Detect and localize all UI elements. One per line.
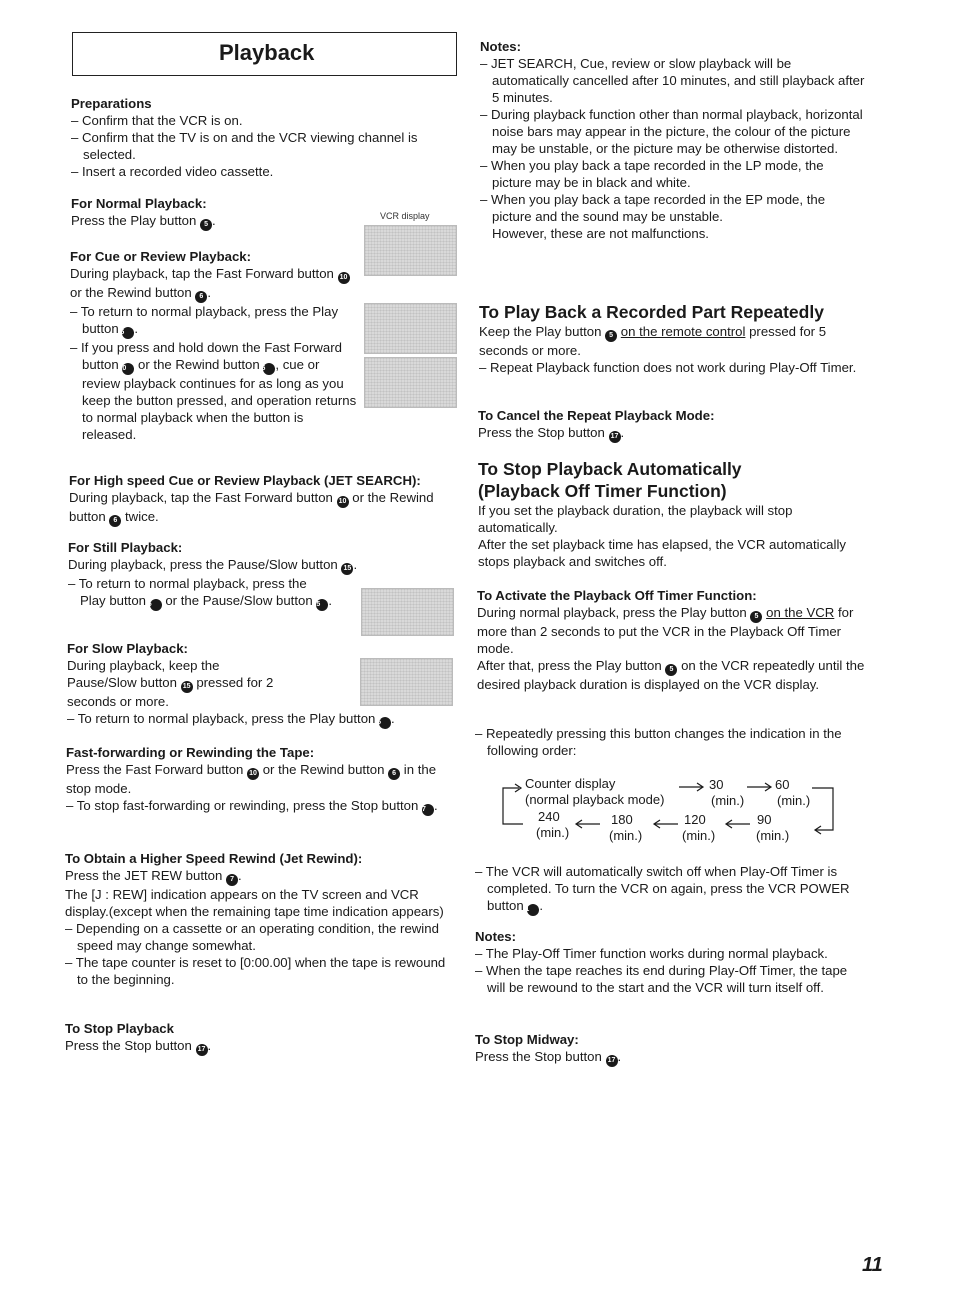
note2-item: – The Play-Off Timer function works during normal playback. — [475, 946, 828, 961]
rew-dash: – Depending on a cassette or an operating condition, the rewind speed may change somewhat. — [65, 921, 439, 953]
jet-text-span: During playback, tap the Fast Forward button — [69, 490, 333, 505]
stop-button-icon: 17 — [422, 804, 434, 816]
ff-dash-span: – To stop fast-forwarding or rewinding, press the Stop button — [66, 798, 419, 813]
play-button-icon: 5 — [122, 327, 134, 339]
cancel-text-span: Press the Stop button — [478, 425, 605, 440]
activate-section — [477, 587, 865, 693]
cycle-unit: (min.) — [609, 828, 643, 843]
normal-text: Press the Play button 5 . — [71, 212, 361, 231]
auto-heading: To Stop Playback Automatically — [478, 459, 742, 479]
timer-cycle-diagram — [475, 772, 865, 848]
rew-button-icon: 6 — [195, 291, 207, 303]
jet-text — [69, 489, 454, 527]
jet-heading: For High speed Cue or Review Playback (JET SEARCH): — [69, 473, 421, 488]
cycle-unit: (min.) — [682, 828, 716, 843]
title-box — [72, 32, 457, 76]
preparations-section — [71, 95, 452, 180]
stop-heading: To Stop Playback — [65, 1021, 174, 1036]
ff-text-span: in the stop mode. — [66, 762, 437, 796]
cycle-60: 60 — [775, 777, 790, 792]
cycle-unit: (min.) — [536, 825, 570, 840]
repeat-section — [479, 301, 865, 376]
cue-section — [70, 248, 360, 443]
ff-button-icon: 10 — [247, 768, 259, 780]
jet-text-span: or the Rewind button — [69, 490, 434, 524]
ff-button-icon: 10 — [337, 496, 349, 508]
midway-text-span: Press the Stop button — [475, 1049, 602, 1064]
auto-text: After the set playback time has elapsed, the VCR automatically stops playback and switches off. — [478, 537, 846, 569]
repeat-text — [479, 323, 865, 359]
slow-dash-span: – To return to normal playback, press the Play button — [67, 711, 376, 726]
stop-button-icon: 17 — [196, 1044, 208, 1056]
note-item: – During playback function other than normal playback, horizontal noise bars may appear in the picture, the colour of the picture may be unstable, or the picture may be otherwise distorted. — [480, 107, 863, 156]
normal-section — [71, 195, 361, 231]
stop-text: Press the Stop button 17 . — [65, 1037, 452, 1056]
note2-item: – When the tape reaches its end during Play-Off Timer, the tape will be rewound to the start and the VCR will turn itself off. — [475, 963, 848, 995]
slow-dash: – To return to normal playback, press the Play button 5 . — [67, 710, 452, 729]
activate-text — [477, 604, 865, 657]
ff-section — [66, 744, 452, 816]
jet-rew-section — [65, 850, 452, 988]
cue-dash — [70, 339, 360, 443]
jet-rew-button-icon: 7 — [226, 874, 238, 886]
midway-section — [475, 1031, 865, 1067]
tv-screen-image — [360, 658, 453, 706]
ff-dash: – To stop fast-forwarding or rewinding, press the Stop button 17 . — [66, 797, 452, 816]
still-dash-span: or the Pause/Slow button — [165, 593, 313, 608]
rew-button-icon: 6 — [109, 515, 121, 527]
normal-heading: For Normal Playback: — [71, 196, 207, 211]
note-item: – When you play back a tape recorded in the LP mode, the picture may be in black and white. — [480, 158, 824, 190]
cue-dash-span: – If you press and hold down the Fast Forward button — [70, 340, 342, 372]
cancel-section — [478, 407, 865, 443]
cycle-unit: (min.) — [777, 793, 811, 808]
prep-item: – Confirm that the TV is on and the VCR viewing channel is selected. — [71, 130, 418, 162]
play-button-icon: 5 — [200, 219, 212, 231]
repeat-press-dash: – Repeatedly pressing this button changes the indication in the following order: — [475, 726, 842, 758]
still-text: During playback, press the Pause/Slow button 15 . — [68, 556, 452, 575]
notes2-section — [475, 928, 865, 996]
cue-text-span: During playback, tap the Fast Forward button — [70, 266, 334, 281]
activate-text — [477, 657, 865, 693]
activate-heading: To Activate the Playback Off Timer Function: — [477, 588, 757, 603]
rew-text: Press the JET REW button 7 . — [65, 867, 452, 886]
tv-screen-image — [364, 357, 457, 408]
normal-text-span: Press the Play button — [71, 213, 197, 228]
ff-text-span: or the Rewind button — [262, 762, 385, 777]
rew-button-icon: 6 — [263, 363, 275, 375]
switch-off-section — [475, 863, 865, 916]
activate-text-underlined: on the VCR — [766, 605, 835, 620]
play-button-icon: 5 — [605, 330, 617, 342]
still-heading: For Still Playback: — [68, 540, 183, 555]
ff-text-span: Press the Fast Forward button — [66, 762, 244, 777]
still-dash: – To return to normal playback, press the Play button 5 or the Pause/Slow button 15 . — [68, 575, 333, 611]
notes-section — [480, 38, 865, 242]
ff-button-icon: 10 — [338, 272, 350, 284]
still-dash-span: – To return to normal playback, press the Play button — [68, 576, 307, 608]
notes2-heading: Notes: — [475, 929, 517, 944]
rew-dash: – The tape counter is reset to [0:00.00] when the tape is rewound to the beginning. — [65, 955, 446, 987]
auto-text: If you set the playback duration, the playback will stop automatically. — [478, 503, 793, 535]
activate-text-span: After that, press the Play button — [477, 658, 662, 673]
cancel-text: Press the Stop button 17 . — [478, 424, 865, 443]
rew-text: The [J : REW] indication appears on the TV screen and VCR display.(except when the remaining tape time indication appears) — [65, 887, 444, 919]
cycle-180: 180 — [611, 812, 633, 827]
slow-text-wrap — [67, 657, 292, 710]
jet-section — [69, 472, 454, 527]
note-item: – JET SEARCH, Cue, review or slow playback will be automatically cancelled after 10 minutes, and still playback after 5 minutes. — [480, 56, 865, 105]
power-button-icon: 1 — [527, 904, 539, 916]
notes-heading: Notes: — [480, 39, 522, 54]
midway-heading: To Stop Midway: — [475, 1032, 579, 1047]
stop-text-span: Press the Stop button — [65, 1038, 192, 1053]
pause-button-icon: 15 — [316, 599, 328, 611]
slow-text-span: During playback, keep the Pause/Slow button — [67, 658, 220, 690]
midway-text: Press the Stop button 17 . — [475, 1048, 865, 1067]
cue-text-span: or the Rewind button — [70, 285, 192, 300]
note-tail: However, these are not malfunctions. — [492, 226, 709, 241]
activate-text-span: on the VCR repeatedly until the desired playback duration is displayed on the VCR display. — [477, 658, 865, 692]
jet-text-span: twice. — [125, 509, 159, 524]
slow-text-span: pressed for 2 seconds or more. — [67, 675, 274, 709]
repeat-heading: To Play Back a Recorded Part Repeatedly — [479, 302, 824, 322]
page-title: Playback — [219, 40, 315, 65]
cue-dash: – To return to normal playback, press the Play button 5 . — [70, 303, 360, 339]
prep-item: – Confirm that the VCR is on. — [71, 113, 243, 128]
activate-text-span: for more than 2 seconds to put the VCR in the Playback Off Timer mode. — [477, 605, 854, 656]
auto-heading: (Playback Off Timer Function) — [478, 481, 727, 501]
repeat-text-span: pressed for 5 seconds or more. — [479, 324, 827, 358]
cue-dash-span: , cue or review playback continues for as long as you keep the button pressed, and operation returns to normal playback when the button is released. — [82, 357, 357, 442]
still-dash-wrap — [68, 575, 333, 611]
still-text-span: During playback, press the Pause/Slow button — [68, 557, 338, 572]
rew-button-icon: 6 — [388, 768, 400, 780]
cycle-90: 90 — [757, 812, 772, 827]
rew-text-span: Press the JET REW button — [65, 868, 223, 883]
stop-button-icon: 17 — [609, 431, 621, 443]
tv-screen-image — [361, 588, 454, 636]
play-button-icon: 5 — [665, 664, 677, 676]
cue-dash-span: – To return to normal playback, press the Play button — [70, 304, 339, 336]
slow-text — [67, 657, 292, 710]
activate-text-span: During normal playback, press the Play button — [477, 605, 747, 620]
cue-text: During playback, tap the Fast Forward button 10 or the Rewind button 6 . — [70, 265, 360, 303]
cycle-30: 30 — [709, 777, 724, 792]
play-button-icon: 5 — [150, 599, 162, 611]
vcr-display-image — [364, 225, 457, 276]
cue-dash-span: or the Rewind button — [138, 357, 260, 372]
prep-item: – Insert a recorded video cassette. — [71, 164, 274, 179]
stop-section — [65, 1020, 452, 1056]
cycle-counter-sub: (normal playback mode) — [525, 792, 665, 807]
rew-heading: To Obtain a Higher Speed Rewind (Jet Rewind): — [65, 851, 363, 866]
ff-heading: Fast-forwarding or Rewinding the Tape: — [66, 745, 315, 760]
tv-screen-image — [364, 303, 457, 354]
stop-button-icon: 17 — [606, 1055, 618, 1067]
repeat-dash: – Repeat Playback function does not work during Play-Off Timer. — [479, 360, 857, 375]
pause-button-icon: 15 — [181, 681, 193, 693]
repeat-text-span: Keep the Play button — [479, 324, 602, 339]
note-item: – When you play back a tape recorded in the EP mode, the picture and the sound may be unstable. — [480, 192, 826, 224]
preparations-heading: Preparations — [71, 96, 152, 111]
cancel-heading: To Cancel the Repeat Playback Mode: — [478, 408, 715, 423]
cycle-unit: (min.) — [756, 828, 790, 843]
play-button-icon: 5 — [750, 611, 762, 623]
cue-heading: For Cue or Review Playback: — [70, 249, 252, 264]
cycle-120: 120 — [684, 812, 706, 827]
auto-section — [478, 458, 865, 570]
ff-text — [66, 761, 452, 797]
slow-heading: For Slow Playback: — [67, 641, 188, 656]
cycle-unit: (min.) — [711, 793, 745, 808]
ff-button-icon: 10 — [122, 363, 134, 375]
cycle-counter: Counter display — [525, 776, 616, 791]
pause-button-icon: 15 — [341, 563, 353, 575]
repeat-press-section — [475, 725, 865, 759]
vcr-display-label: VCR display — [380, 211, 430, 221]
page-number: 11 — [862, 1254, 883, 1276]
repeat-text-underlined: on the remote control — [620, 324, 746, 339]
switch-off-dash: – The VCR will automatically switch off when Play-Off Timer is completed. To turn the VCR on again, press the VCR POWER button 1 . — [475, 863, 865, 916]
play-button-icon: 5 — [379, 717, 391, 729]
switch-off-span: – The VCR will automatically switch off when Play-Off Timer is completed. To turn the VCR on again, press the VCR POWER button — [475, 864, 850, 913]
cycle-240: 240 — [538, 809, 560, 824]
